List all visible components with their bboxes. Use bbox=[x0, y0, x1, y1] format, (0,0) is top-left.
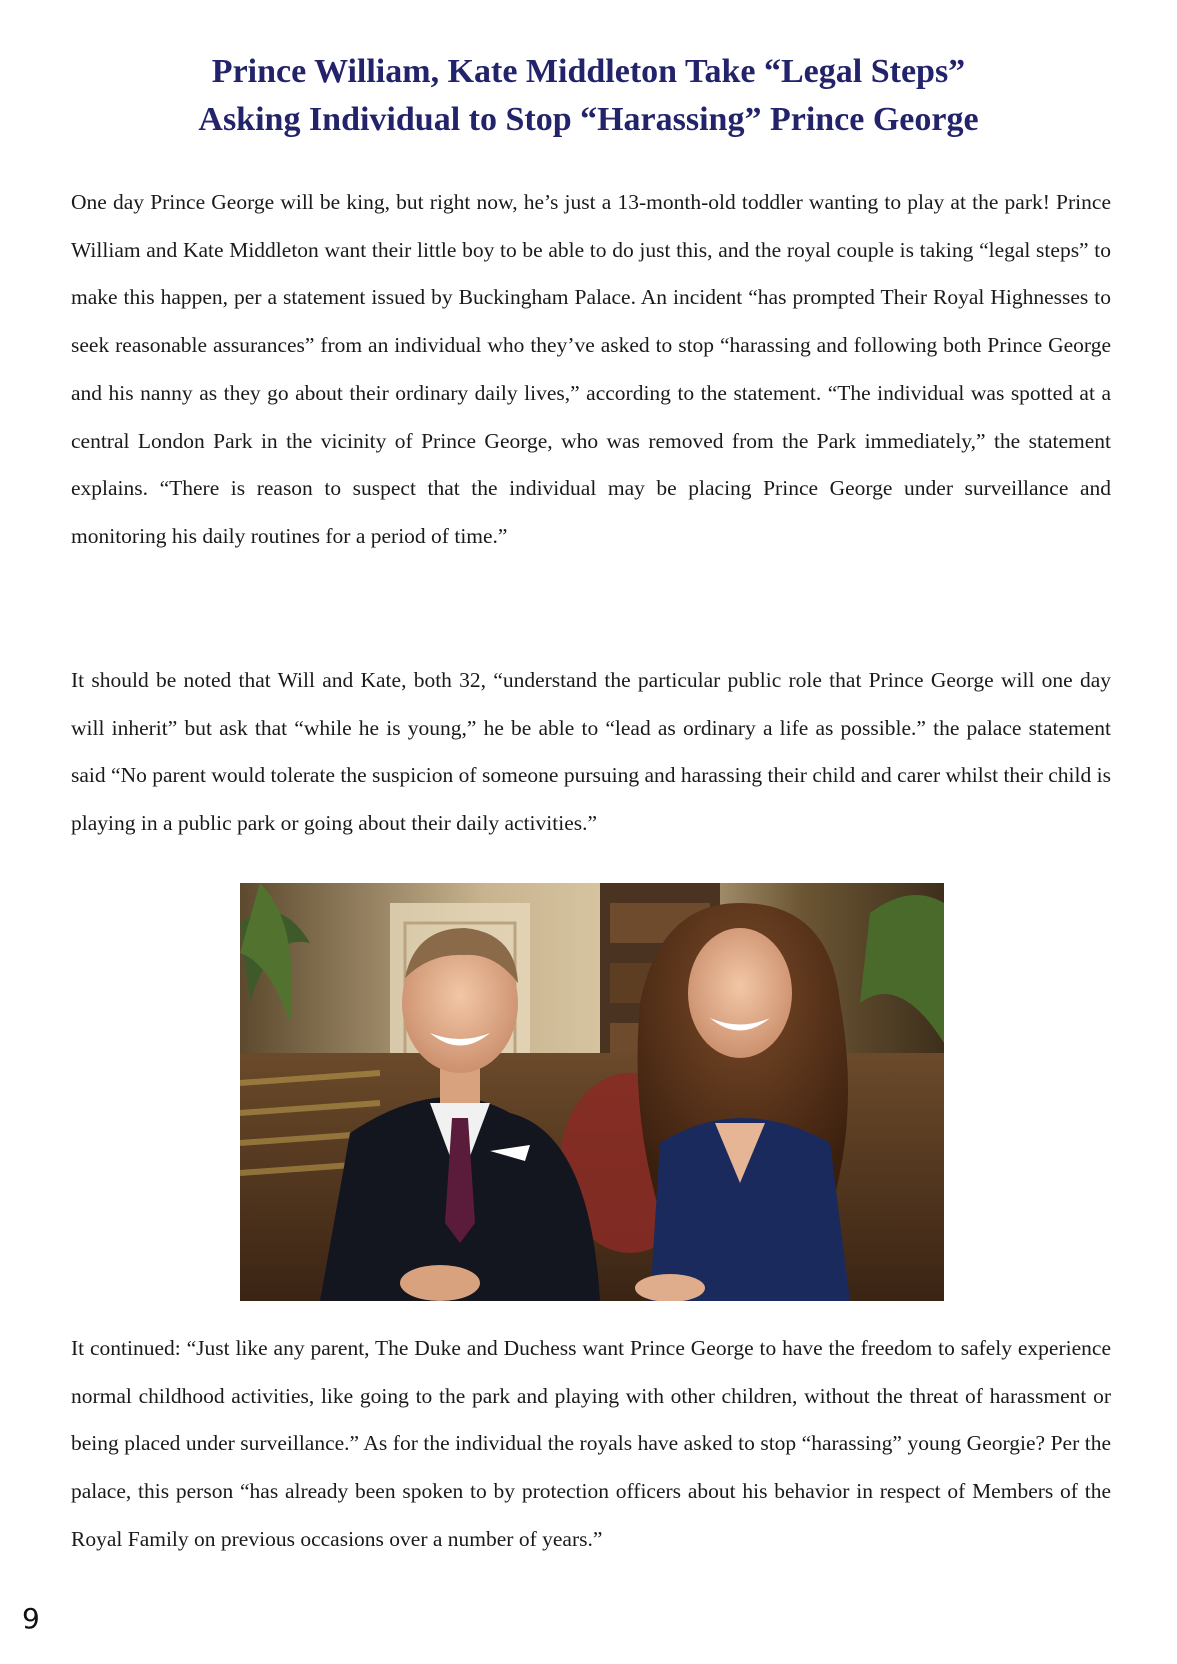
page-number: 9 bbox=[22, 1602, 40, 1635]
couple-photo bbox=[240, 883, 944, 1301]
article-paragraph-2: It should be noted that Will and Kate, both 32, “understand the particular public role that Prince George will one day will inherit” but ask that “while he is young,” he be able to “lead as ordinary a life as possible.” the palace statement said “No parent would tolerate the suspicion of someone pursuing and harassing their child and carer whilst their child is playing in a public park or going about their daily activities.” bbox=[71, 668, 1111, 836]
couple-photo-illustration bbox=[240, 883, 944, 1301]
article-paragraph-1: One day Prince George will be king, but right now, he’s just a 13-month-old toddler wanting to play at the park! Prince William and Kate Middleton want their little boy to be able to do just this, and the royal couple is taking “legal steps” to make this happen, per a statement issued by Buckingham Palace. An incident “has prompted Their Royal Highnesses to seek reasonable assurances” from an individual who they’ve asked to stop “harassing and following both Prince George and his nanny as they go about their ordinary daily lives,” according to the statement. “The individual was spotted at a central London Park in the vicinity of Prince George, who was removed from the Park immediately,” the statement explains. “There is reason to suspect that the individual may be placing Prince George under surveillance and monitoring his daily routines for a period of time.” bbox=[71, 190, 1111, 548]
article-title-line-2: Asking Individual to Stop “Harassing” Prince George bbox=[198, 101, 979, 138]
article-paragraph-3: It continued: “Just like any parent, The Duke and Duchess want Prince George to have the freedom to safely experience normal childhood activities, like going to the park and playing with other children, without the threat of harassment or being placed under surveillance.” As for the individual the royals have asked to stop “harassing” young Georgie? Per the palace, this person “has already been spoken to by protection officers about his behavior in respect of Members of the Royal Family on previous occasions over a number of years.” bbox=[71, 1336, 1111, 1551]
article-title bbox=[0, 48, 1177, 144]
article-title-line-1: Prince William, Kate Middleton Take “Legal Steps” bbox=[211, 53, 966, 90]
